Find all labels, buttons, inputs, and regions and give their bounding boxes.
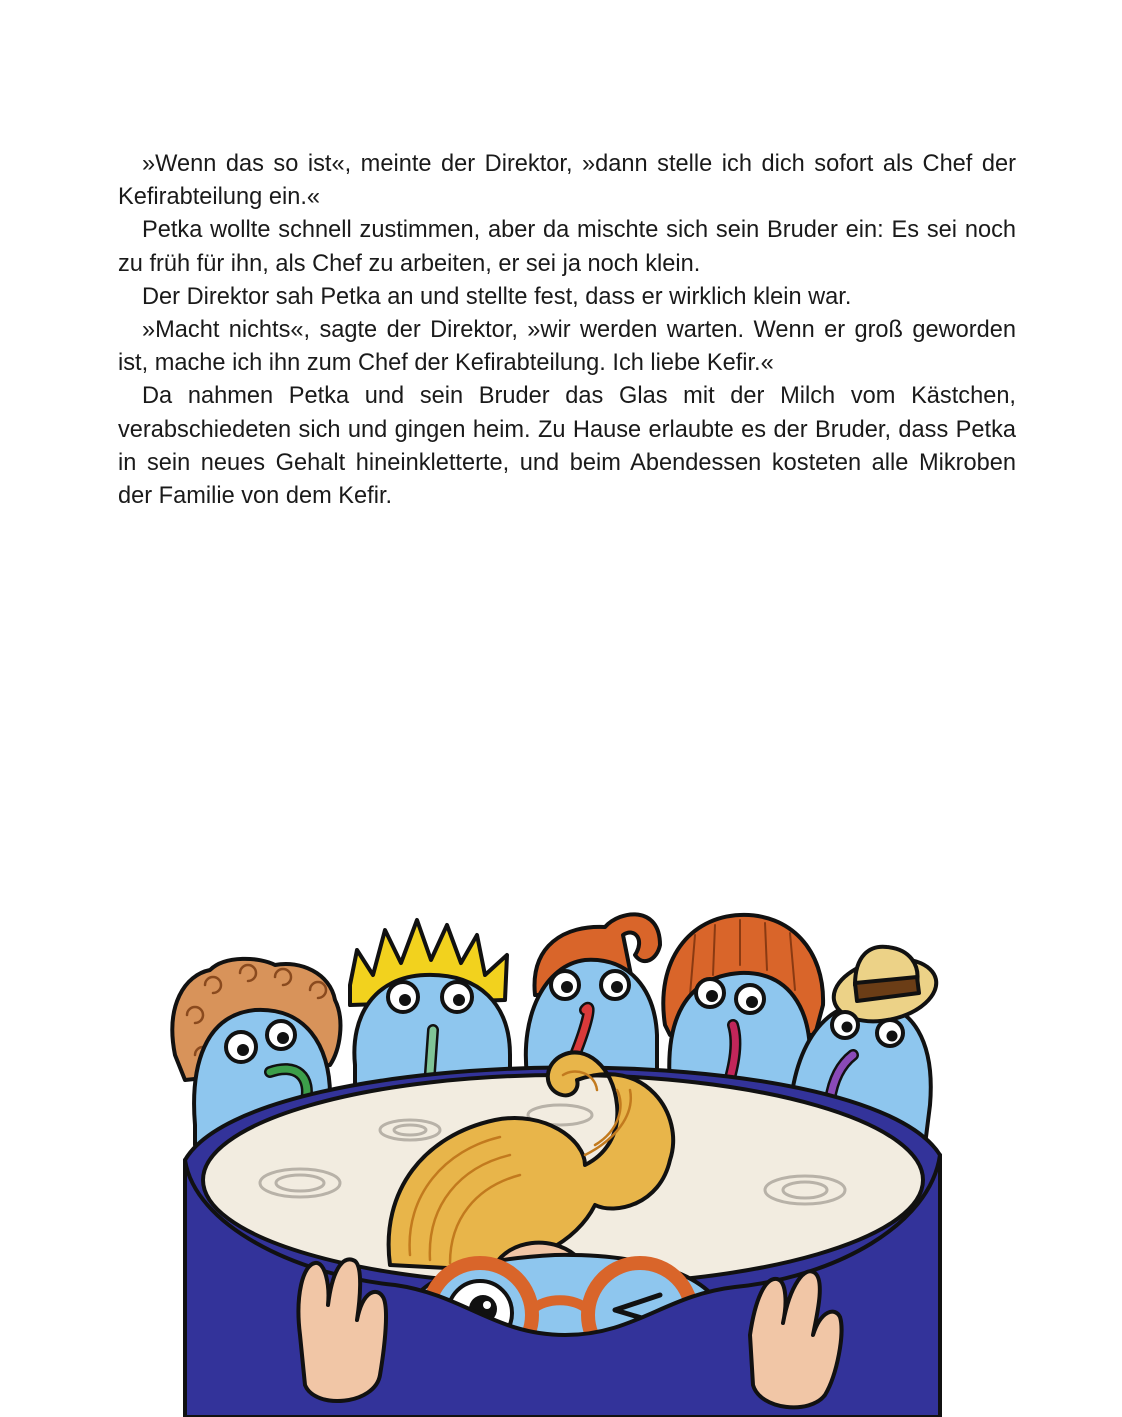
- story-paragraph-1: »Wenn das so ist«, meinte der Direktor, »dann stelle ich dich sofort als Chef der Kefirabteilung ein.«: [118, 151, 1016, 211]
- story-paragraph-4: »Macht nichts«, sagte der Direktor, »wir werden warten. Wenn er groß geworden ist, mache ich ihn zum Chef der Kefirabteilung. Ich liebe Kefir.«: [118, 317, 1016, 377]
- microbe-family-illustration: [165, 905, 955, 1417]
- story-text: [118, 148, 1016, 513]
- story-paragraph-2: Petka wollte schnell zustimmen, aber da mischte sich sein Bruder ein: Es sei noch zu früh für ihn, als Chef zu arbeiten, er sei ja noch klein.: [118, 217, 1016, 277]
- illustration-svg: [165, 905, 955, 1417]
- story-paragraph-3: Der Direktor sah Petka an und stellte fest, dass er wirklich klein war.: [142, 283, 852, 310]
- story-paragraph-5: Da nahmen Petka und sein Bruder das Glas mit der Milch vom Kästchen, verabschiedeten sich und gingen heim. Zu Hause erlaubte es der Bruder, dass Petka in sein neues Gehalt hineinkletterte, und beim Abendessen kosteten alle Mikroben der Familie von dem Kefir.: [118, 383, 1016, 510]
